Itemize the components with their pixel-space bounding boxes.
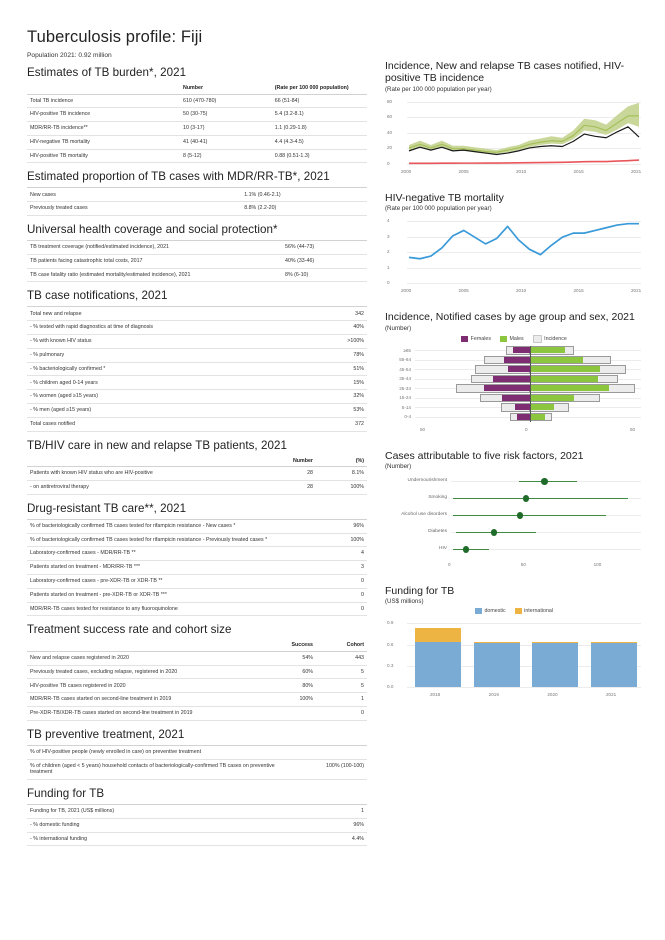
table-uhc	[27, 240, 367, 282]
cell-value: 0	[326, 588, 367, 602]
row-label: TB treatment coverage (notified/estimated incidence), 2021	[27, 241, 282, 255]
row-label: - % children aged 0-14 years	[27, 376, 306, 390]
table-row	[27, 108, 367, 122]
cell-success: 60%	[265, 665, 316, 679]
risk-factor-row	[385, 524, 643, 541]
cell-value: >100%	[306, 335, 367, 349]
legend-swatch	[533, 335, 542, 343]
col-blank	[27, 640, 265, 651]
legend-item	[461, 336, 491, 342]
female-bar	[493, 376, 530, 382]
cell-value: 372	[306, 417, 367, 431]
age-group-label: 15-24	[399, 395, 411, 400]
funding-segment-international	[415, 628, 461, 642]
y-tick-label: 0.0	[387, 684, 394, 690]
y-tick-label: 0.6	[387, 641, 394, 647]
x-tick-label: 2015	[573, 168, 584, 174]
x-tick-label: 2021	[606, 692, 617, 698]
age-group-label: 25-34	[399, 385, 411, 391]
x-tick-label: 50	[420, 426, 426, 432]
chart-age-sex-pyramid	[385, 311, 643, 435]
table-row	[27, 759, 367, 779]
risk-factor-label: Diabetes	[428, 528, 447, 534]
pyramid-row	[385, 393, 643, 403]
y-tick-label: 20	[387, 145, 393, 151]
table-drtb	[27, 519, 367, 617]
chart-funding	[385, 585, 643, 701]
y-tick-label: 4	[387, 218, 390, 224]
table-row	[27, 547, 367, 561]
x-tick-label: 2018	[430, 692, 441, 698]
chart-risk-factors	[385, 450, 643, 571]
male-bar	[530, 404, 554, 410]
x-tick-label: 2010	[516, 288, 527, 294]
chart-svg	[385, 215, 643, 287]
section-heading-drtb: Drug-resistant TB care**, 2021	[27, 501, 187, 515]
row-label: HIV-positive TB incidence	[27, 108, 180, 122]
row-label: MDR/RR-TB cases started on second-line treatment in 2019	[27, 693, 265, 707]
legend-label: international	[524, 608, 554, 615]
cell-success	[265, 707, 316, 721]
col-percent: (%)	[316, 456, 367, 467]
table-row	[27, 94, 367, 108]
row-label: New cases	[27, 188, 241, 202]
male-bar	[530, 357, 583, 363]
row-label: Patients started on treatment - pre-XDR-TB or XDR-TB ***	[27, 588, 326, 602]
table-row	[27, 651, 367, 665]
x-tick-label: 0	[525, 426, 528, 432]
table-tbhiv	[27, 456, 367, 495]
chart-plot-area	[385, 617, 643, 691]
cell-cohort: 5	[316, 665, 367, 679]
table-row	[27, 417, 367, 431]
legend-item	[475, 608, 506, 614]
male-bar	[530, 376, 598, 382]
funding-segment-domestic	[532, 643, 578, 687]
row-label: - % domestic funding	[27, 818, 316, 832]
x-tick-label: 2010	[516, 168, 527, 174]
cell-cohort: 5	[316, 679, 367, 693]
age-group-label: 5-14	[401, 404, 411, 410]
table-row	[27, 574, 367, 588]
row-label: Laboratory-confirmed cases - pre-XDR-TB or XDR-TB **	[27, 574, 326, 588]
cell-value: 0	[326, 574, 367, 588]
y-tick-label: 80	[387, 98, 393, 104]
row-label: - % women (aged ≥15 years)	[27, 390, 306, 404]
x-tick-label: 2005	[458, 288, 469, 294]
chart-plot-area	[385, 96, 643, 168]
row-label: TB patients facing catastrophic total costs, 2017	[27, 254, 282, 268]
cell-value: 8.8% (2.2-20)	[241, 202, 367, 216]
table-row	[27, 241, 367, 255]
row-label: MDR/RR-TB incidence**	[27, 122, 180, 136]
chart-subtitle: (Rate per 100 000 population per year)	[385, 85, 492, 93]
table-row	[27, 665, 367, 679]
risk-factor-label: HIV	[439, 545, 447, 551]
risk-factor-row	[385, 473, 643, 490]
chart-title: Incidence, New and relapse TB cases notified, HIV-positive TB incidence	[385, 60, 625, 85]
female-bar	[484, 385, 530, 391]
table-row	[27, 480, 367, 494]
table-row	[27, 561, 367, 575]
funding-segment-domestic	[415, 642, 461, 687]
row-label: - % pulmonary	[27, 348, 306, 362]
best-estimate-dot	[463, 546, 470, 553]
cell-number: 50 (30-75)	[180, 108, 272, 122]
funding-bar	[532, 642, 578, 687]
female-bar	[504, 357, 530, 363]
section-heading-mdr-proportion: Estimated proportion of TB cases with MDR/RR-TB*, 2021	[27, 170, 330, 184]
cell-value	[292, 745, 367, 759]
cell-number: 10 (3-17)	[180, 122, 272, 136]
row-label: Laboratory-confirmed cases - MDR/RR-TB **	[27, 547, 326, 561]
risk-factor-label: Alcohol use disorders	[401, 511, 447, 517]
cell-rate: 4.4 (4.3-4.5)	[272, 135, 367, 149]
row-label: % of bacteriologically confirmed TB cases tested for rifampicin resistance - Previously treated cases *	[27, 533, 326, 547]
cell-value: 0	[326, 602, 367, 616]
legend-item	[533, 335, 567, 343]
table-row	[27, 519, 367, 533]
risk-factor-row	[385, 541, 643, 558]
y-tick-label: 2	[387, 249, 390, 255]
table-row	[27, 122, 367, 136]
female-bar	[508, 366, 530, 372]
row-label: Previously treated cases	[27, 202, 241, 216]
row-label: - % with known HIV status	[27, 335, 306, 349]
funding-bar	[415, 628, 461, 688]
section-heading-success: Treatment success rate and cohort size	[27, 623, 232, 637]
table-row	[27, 533, 367, 547]
y-tick-label: 3	[387, 233, 390, 239]
cell-rate: 5.4 (3.2-8.1)	[272, 108, 367, 122]
row-label: - % men (aged ≥15 years)	[27, 404, 306, 418]
cell-value: 1.1% (0.46-2.1)	[241, 188, 367, 202]
cell-cohort: 0	[316, 707, 367, 721]
legend-swatch	[475, 608, 482, 614]
male-bar	[530, 366, 600, 372]
x-tick-label: 2019	[488, 692, 499, 698]
col-blank	[27, 83, 180, 94]
chart-title: HIV-negative TB mortality	[385, 191, 504, 204]
section-heading-preventive: TB preventive treatment, 2021	[27, 727, 185, 741]
x-tick-label: 2021	[631, 168, 642, 174]
row-label: Patients with known HIV status who are HIV-positive	[27, 467, 258, 481]
legend-item	[500, 336, 524, 342]
table-row	[27, 818, 367, 832]
table-mdr-proportion	[27, 187, 367, 216]
funding-segment-domestic	[474, 643, 520, 687]
table-row	[27, 602, 367, 616]
uncertainty-interval	[453, 515, 606, 516]
funding-bar	[474, 642, 520, 687]
cell-value: 51%	[306, 362, 367, 376]
uncertainty-interval	[453, 498, 628, 499]
cell-value: 96%	[316, 818, 367, 832]
cell-cohort: 443	[316, 651, 367, 665]
female-bar	[513, 347, 530, 353]
row-label: Total TB incidence	[27, 94, 180, 108]
cell-success: 54%	[265, 651, 316, 665]
chart-x-axis	[385, 561, 643, 571]
row-label: HIV-positive TB cases registered in 2020	[27, 679, 265, 693]
cell-value: 1	[316, 805, 367, 819]
chart-subtitle: (Rate per 100 000 population per year)	[385, 205, 492, 213]
cell-rate: 66 (51-84)	[272, 94, 367, 108]
x-tick-label: 2000	[401, 288, 412, 294]
x-tick-label: 50	[630, 426, 636, 432]
chart-title: Funding for TB	[385, 584, 455, 597]
chart-plot-area	[385, 473, 643, 561]
risk-factor-label: Smoking	[428, 494, 447, 500]
legend-label: Males	[509, 335, 524, 342]
chart-plot-area	[385, 215, 643, 287]
cell-value: 3	[326, 561, 367, 575]
table-row	[27, 254, 367, 268]
cell-success: 80%	[265, 679, 316, 693]
table-row	[27, 679, 367, 693]
table-row	[27, 202, 367, 216]
x-tick-label: 2005	[458, 168, 469, 174]
col-cohort: Cohort	[316, 640, 367, 651]
legend-label: Incidence	[544, 335, 567, 342]
right-column	[385, 60, 643, 715]
age-group-label: 35-44	[399, 376, 411, 381]
y-tick-label: 60	[387, 114, 393, 120]
cell-value: 4	[326, 547, 367, 561]
cell-number: 8 (5-12)	[180, 149, 272, 163]
cell-value: 15%	[306, 376, 367, 390]
uncertainty-interval	[453, 549, 489, 550]
chart-x-axis	[385, 168, 643, 178]
y-tick-label: 0	[387, 160, 390, 166]
row-label: - % international funding	[27, 832, 316, 846]
gridline	[407, 687, 641, 688]
col-number: Number	[180, 83, 272, 94]
table-row	[27, 404, 367, 418]
chart-legend	[385, 608, 643, 614]
age-group-label: 55-64	[399, 357, 411, 362]
row-label: TB case fatality ratio (estimated mortality/estimated incidence), 2021	[27, 268, 282, 282]
chart-title: Incidence, Notified cases by age group and sex, 2021	[385, 311, 635, 324]
pyramid-row	[385, 412, 643, 422]
table-row	[27, 467, 367, 481]
col-blank	[27, 456, 258, 467]
table-row	[27, 307, 367, 321]
chart-subtitle: (US$ millions)	[385, 598, 424, 606]
table-row	[27, 348, 367, 362]
table-row	[27, 707, 367, 721]
y-tick-label: 0.9	[387, 620, 394, 626]
cell-percent: 100%	[316, 480, 367, 494]
section-heading-tbhiv: TB/HIV care in new and relapse TB patients, 2021	[27, 438, 287, 452]
chart-x-axis	[385, 287, 643, 297]
cell-number: 41 (40-41)	[180, 135, 272, 149]
cell-value: 40%	[306, 321, 367, 335]
y-tick-label: 0.3	[387, 662, 394, 668]
cell-number: 28	[258, 480, 316, 494]
table-row	[27, 321, 367, 335]
section-heading-notifications: TB case notifications, 2021	[27, 289, 168, 303]
table-success	[27, 640, 367, 720]
table-funding	[27, 804, 367, 846]
table-tb-burden	[27, 83, 367, 163]
x-tick-label: 0	[448, 561, 451, 567]
male-bar	[530, 347, 565, 353]
table-row	[27, 588, 367, 602]
legend-item	[515, 608, 553, 614]
age-group-label: 0-4	[404, 414, 411, 419]
row-label: Total new and relapse	[27, 307, 306, 321]
y-tick-label: 0	[387, 280, 390, 286]
chart-incidence	[385, 60, 643, 178]
chart-x-axis	[385, 691, 643, 701]
cell-value: 53%	[306, 404, 367, 418]
row-label: Pre-XDR-TB/XDR-TB cases started on second-line treatment in 2019	[27, 707, 265, 721]
legend-label: domestic	[484, 608, 506, 615]
cell-value: 78%	[306, 348, 367, 362]
table-row	[27, 188, 367, 202]
gridline	[407, 623, 641, 624]
table-row	[27, 390, 367, 404]
x-tick-label: 2000	[401, 168, 412, 174]
table-preventive	[27, 745, 367, 780]
row-label: HIV-negative TB mortality	[27, 135, 180, 149]
chart-subtitle: (Number)	[385, 462, 412, 470]
female-bar	[502, 395, 530, 401]
col-rate: (Rate per 100 000 population)	[272, 83, 367, 94]
best-estimate-dot	[541, 478, 548, 485]
cell-value: 8% (6-10)	[282, 268, 367, 282]
age-group-label: ≥65	[403, 347, 411, 353]
cell-success: 100%	[265, 693, 316, 707]
best-estimate-dot	[491, 529, 498, 536]
pyramid-row	[385, 374, 643, 384]
cell-cohort: 1	[316, 693, 367, 707]
table-row	[27, 149, 367, 163]
row-label: New and relapse cases registered in 2020	[27, 651, 265, 665]
table-row	[27, 362, 367, 376]
table-row	[27, 376, 367, 390]
chart-title: Cases attributable to five risk factors, 2021	[385, 449, 584, 462]
chart-subtitle: (Number)	[385, 324, 412, 332]
table-notifications	[27, 306, 367, 431]
zero-axis-line	[530, 346, 531, 422]
table-row	[27, 745, 367, 759]
chart-legend	[385, 335, 643, 343]
section-heading-uhc: Universal health coverage and social protection*	[27, 223, 278, 237]
x-tick-label: 2020	[547, 692, 558, 698]
row-label: - % tested with rapid diagnostics at time of diagnosis	[27, 321, 306, 335]
cell-percent: 8.1%	[316, 467, 367, 481]
pyramid-row	[385, 365, 643, 375]
pyramid-row	[385, 403, 643, 413]
table-row	[27, 335, 367, 349]
x-tick-label: 2015	[573, 288, 584, 294]
table-row	[27, 135, 367, 149]
male-bar	[530, 414, 545, 420]
legend-swatch	[515, 608, 522, 614]
cell-value: 32%	[306, 390, 367, 404]
col-number: Number	[258, 456, 316, 467]
x-tick-label: 50	[520, 561, 526, 567]
male-bar	[530, 395, 574, 401]
cell-value: 40% (33-46)	[282, 254, 367, 268]
chart-plot-area	[385, 346, 643, 426]
row-label: Patients started on treatment - MDR/RR-TB ***	[27, 561, 326, 575]
cell-number: 610 (470-780)	[180, 94, 272, 108]
funding-segment-domestic	[591, 643, 637, 687]
best-estimate-dot	[517, 512, 524, 519]
risk-factor-row	[385, 490, 643, 507]
row-label: % of children (aged < 5 years) household contacts of bacteriologically-confirmed TB cases on preventive treatment	[27, 759, 292, 779]
population-line: Population 2021: 0.92 million	[27, 52, 112, 59]
table-row	[27, 805, 367, 819]
y-tick-label: 40	[387, 129, 393, 135]
x-tick-label: 100	[593, 561, 602, 567]
cell-value: 100% (100-100)	[292, 759, 367, 779]
cell-rate: 0.88 (0.51-1.3)	[272, 149, 367, 163]
male-bar	[530, 385, 609, 391]
row-label: - on antiretroviral therapy	[27, 480, 258, 494]
y-tick-label: 1	[387, 264, 390, 270]
female-bar	[517, 414, 530, 420]
section-heading-funding: Funding for TB	[27, 787, 105, 800]
row-label: % of HIV-positive people (newly enrolled in care) on preventive treatment	[27, 745, 292, 759]
pyramid-row	[385, 355, 643, 365]
table-row	[27, 268, 367, 282]
page-title: Tuberculosis profile: Fiji	[27, 28, 203, 46]
chart-hiv-negative-mortality	[385, 192, 643, 297]
row-label: - % bacteriologically confirmed *	[27, 362, 306, 376]
cell-value: 4.4%	[316, 832, 367, 846]
chart-svg	[385, 96, 643, 168]
legend-label: Females	[470, 335, 491, 342]
left-column	[27, 28, 367, 846]
pyramid-row	[385, 384, 643, 394]
cell-value: 96%	[326, 519, 367, 533]
risk-factor-row	[385, 507, 643, 524]
table-row	[27, 693, 367, 707]
col-success: Success	[265, 640, 316, 651]
funding-bar	[591, 642, 637, 687]
chart-x-axis	[385, 426, 643, 436]
row-label: MDR/RR-TB cases tested for resistance to any fluoroquinolone	[27, 602, 326, 616]
legend-swatch	[500, 336, 507, 342]
cell-value: 56% (44-73)	[282, 241, 367, 255]
best-estimate-dot	[523, 495, 530, 502]
section-heading-burden: Estimates of TB burden*, 2021	[27, 66, 187, 79]
row-label: Previously treated cases, excluding relapse, registered in 2020	[27, 665, 265, 679]
risk-factor-label: Undernourishment	[407, 477, 447, 483]
legend-swatch	[461, 336, 468, 342]
cell-value: 342	[306, 307, 367, 321]
cell-value: 100%	[326, 533, 367, 547]
row-label: Funding for TB, 2021 (US$ millions)	[27, 805, 316, 819]
row-label: HIV-positive TB mortality	[27, 149, 180, 163]
table-row	[27, 832, 367, 846]
age-group-label: 45-54	[399, 366, 411, 372]
cell-rate: 1.1 (0.29-1.8)	[272, 122, 367, 136]
row-label: % of bacteriologically confirmed TB cases tested for rifampicin resistance - New cases *	[27, 519, 326, 533]
pyramid-row	[385, 346, 643, 356]
x-tick-label: 2021	[631, 288, 642, 294]
female-bar	[515, 404, 530, 410]
row-label: Total cases notified	[27, 417, 306, 431]
cell-number: 28	[258, 467, 316, 481]
